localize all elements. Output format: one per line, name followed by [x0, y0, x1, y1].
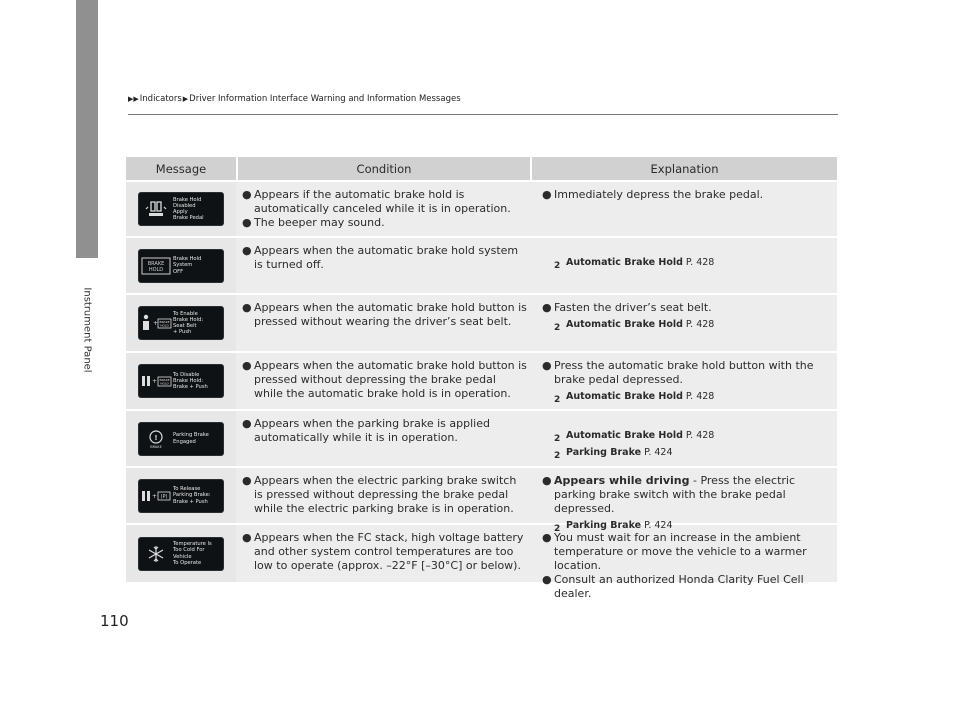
svg-text:HOLD: HOLD [148, 266, 164, 273]
section-tab [76, 0, 98, 258]
breadcrumb-item[interactable]: Driver Information Interface Warning and Information Messages [189, 94, 461, 104]
explanation-bullet [542, 573, 831, 601]
bullet-dot-icon: ● [242, 216, 252, 229]
message-screen-text: To Release Parking Brake: Brake + Push [173, 486, 211, 505]
table-row [126, 182, 837, 236]
condition-cell [236, 353, 534, 409]
svg-text:+: + [153, 320, 159, 327]
message-screen [139, 538, 223, 570]
condition-cell [236, 182, 534, 236]
bullet-dot-icon: ● [542, 573, 552, 586]
reference-arrow-icon: 2 [554, 260, 561, 271]
explanation-cell [534, 295, 837, 351]
message-cell [126, 468, 236, 523]
reference-title: Automatic Brake Hold [566, 257, 683, 268]
bullet-dot-icon: ● [242, 359, 252, 372]
table-row [126, 525, 837, 600]
message-cell [126, 353, 236, 409]
reference-arrow-icon: 2 [554, 322, 561, 333]
reference-title: Automatic Brake Hold [566, 319, 683, 330]
reference-page: P. 424 [644, 447, 673, 458]
svg-text:!: ! [154, 433, 158, 442]
bullet-dot-icon: ● [242, 301, 252, 314]
message-screen-text: Temperature Is Too Cold For Vehicle To Operate [173, 541, 212, 566]
message-cell [126, 295, 236, 351]
bullet-dot-icon: ● [542, 188, 552, 201]
header-rule [128, 114, 838, 115]
condition-cell [236, 238, 534, 293]
cross-reference-link[interactable] [542, 256, 831, 270]
table-row [126, 238, 837, 293]
column-header-condition: Condition [236, 157, 530, 180]
bullet-dot-icon: ● [242, 474, 252, 487]
condition-text: Appears when the electric parking brake switch is pressed without depressing the brake pedal while the electric parking brake is in operation. [254, 474, 517, 515]
cross-reference-link[interactable] [542, 318, 831, 332]
brake-hold-icon [139, 257, 173, 275]
condition-bullet [242, 417, 528, 445]
message-cell [126, 411, 236, 466]
message-screen-text: To Disable Brake Hold: Brake + Push [173, 371, 208, 391]
condition-bullet [242, 359, 528, 401]
table-row [126, 295, 837, 351]
bullet-dot-icon: ● [542, 359, 552, 372]
message-screen-text: Parking Brake Engaged [173, 432, 209, 445]
page-number: 110 [100, 612, 129, 630]
bullet-dot-icon: ● [542, 531, 552, 544]
reference-page: P. 424 [644, 520, 673, 531]
bullet-dot-icon: ● [542, 301, 552, 314]
bullet-dot-icon: ● [242, 244, 252, 257]
explanation-text: You must wait for an increase in the ambient temperature or move the vehicle to a warmer location. [554, 531, 807, 572]
condition-text: Appears when the automatic brake hold system is turned off. [254, 244, 519, 271]
explanation-text: Appears while driving - Press the electric parking brake switch with the brake pedal depressed. [554, 474, 796, 515]
svg-text:BRAKE: BRAKE [159, 378, 170, 382]
svg-text:HOLD: HOLD [160, 323, 169, 328]
explanation-cell [534, 468, 837, 534]
parking-brake-icon [139, 429, 173, 449]
condition-cell [236, 411, 534, 466]
message-screen-text: Brake Hold System OFF [173, 256, 202, 275]
message-screen [139, 365, 223, 397]
message-screen [139, 480, 223, 512]
reference-arrow-icon: 2 [554, 523, 561, 534]
message-screen [139, 193, 223, 225]
explanation-cell [534, 411, 837, 466]
bullet-dot-icon: ● [242, 417, 252, 430]
reference-arrow-icon: 2 [554, 394, 561, 405]
message-cell [126, 182, 236, 236]
seat-belt-brake-hold-icon [139, 313, 173, 333]
svg-text:+: + [152, 492, 158, 500]
reference-page: P. 428 [685, 391, 715, 402]
table-body [126, 182, 837, 600]
condition-text: Appears if the automatic brake hold is automatically canceled while it is in operation. [254, 188, 511, 215]
condition-text: Appears when the parking brake is applied automatically while it is in operation. [254, 417, 490, 444]
breadcrumb-arrow-icon: ▶▶ [128, 95, 139, 103]
explanation-text: Fasten the driver’s seat belt. [554, 301, 712, 314]
reference-page: P. 428 [685, 430, 715, 441]
bullet-dot-icon: ● [542, 474, 552, 487]
condition-bullet [242, 244, 528, 272]
explanation-cell [534, 238, 837, 293]
explanation-text: Consult an authorized Honda Clarity Fuel Cell dealer. [554, 573, 804, 600]
explanation-bullet [542, 359, 831, 387]
condition-bullet [242, 301, 528, 329]
section-label: Instrument Panel [81, 287, 93, 373]
condition-bullet [242, 531, 528, 573]
messages-table [126, 157, 837, 600]
column-header-message: Message [155, 161, 207, 176]
condition-text: The beeper may sound. [254, 216, 385, 229]
reference-title: Automatic Brake Hold [566, 430, 683, 441]
message-screen [139, 250, 223, 282]
reference-page: P. 428 [685, 319, 715, 330]
condition-cell [236, 295, 534, 351]
explanation-bullet [542, 301, 831, 315]
svg-text:HOLD: HOLD [160, 381, 169, 386]
explanation-cell [534, 525, 837, 600]
condition-bullet [242, 474, 528, 516]
message-cell [126, 525, 236, 582]
breadcrumb-item[interactable]: Indicators [139, 94, 182, 104]
snowflake-icon [139, 544, 173, 564]
reference-arrow-icon: 2 [554, 450, 561, 461]
cross-reference-link[interactable] [542, 429, 831, 443]
explanation-bullet [542, 531, 831, 573]
brake-pedal-brake-hold-icon [139, 371, 173, 391]
reference-arrow-icon: 2 [554, 433, 561, 444]
explanation-text: Immediately depress the brake pedal. [554, 188, 764, 201]
condition-text: Appears when the automatic brake hold button is pressed without depressing the brake pedal while the automatic brake hold is in operation. [254, 359, 527, 400]
explanation-cell [534, 353, 837, 409]
column-header-explanation: Explanation [530, 157, 837, 180]
reference-title: Parking Brake [566, 447, 642, 458]
condition-bullet [242, 216, 528, 230]
explanation-text: Press the automatic brake hold button with the brake pedal depressed. [554, 359, 814, 386]
message-screen-text: Brake Hold Disabled Apply Brake Pedal [173, 196, 204, 222]
condition-cell [236, 468, 534, 523]
condition-bullet [242, 188, 528, 216]
svg-text:BRAKE: BRAKE [150, 444, 162, 449]
condition-text: Appears when the automatic brake hold button is pressed without wearing the driver’s seat belt. [254, 301, 527, 328]
svg-text:BRAKE: BRAKE [147, 260, 165, 267]
explanation-bullet [542, 474, 831, 516]
svg-text:+: + [152, 378, 158, 385]
bullet-dot-icon: ● [242, 188, 252, 201]
explanation-bullet [542, 188, 831, 202]
svg-text:BRAKE: BRAKE [159, 320, 170, 324]
condition-text: Appears when the FC stack, high voltage battery and other system control temperatures are too low to operate (approx. –22°F [–30°C] or below). [254, 531, 524, 572]
message-cell [126, 238, 236, 293]
cross-reference-link[interactable] [542, 390, 831, 404]
cross-reference-link[interactable] [542, 446, 831, 460]
table-row [126, 353, 837, 409]
brake-hold-disabled-icon [139, 199, 173, 219]
table-row [126, 468, 837, 534]
table-row [126, 411, 837, 466]
breadcrumb [128, 94, 461, 104]
reference-page: P. 428 [685, 257, 715, 268]
bullet-dot-icon: ● [242, 531, 252, 544]
condition-cell [236, 525, 534, 582]
table-header [126, 157, 837, 180]
parking-brake-release-icon [139, 486, 173, 506]
message-screen [139, 307, 223, 339]
breadcrumb-arrow-icon: ▶ [182, 95, 189, 103]
explanation-cell [534, 182, 837, 236]
svg-text:(P): (P) [160, 493, 168, 500]
message-screen [139, 423, 223, 455]
message-screen-text: To Enable Brake Hold: Seat Belt + Push [173, 310, 204, 336]
reference-title: Parking Brake [566, 520, 642, 531]
reference-title: Automatic Brake Hold [566, 391, 683, 402]
